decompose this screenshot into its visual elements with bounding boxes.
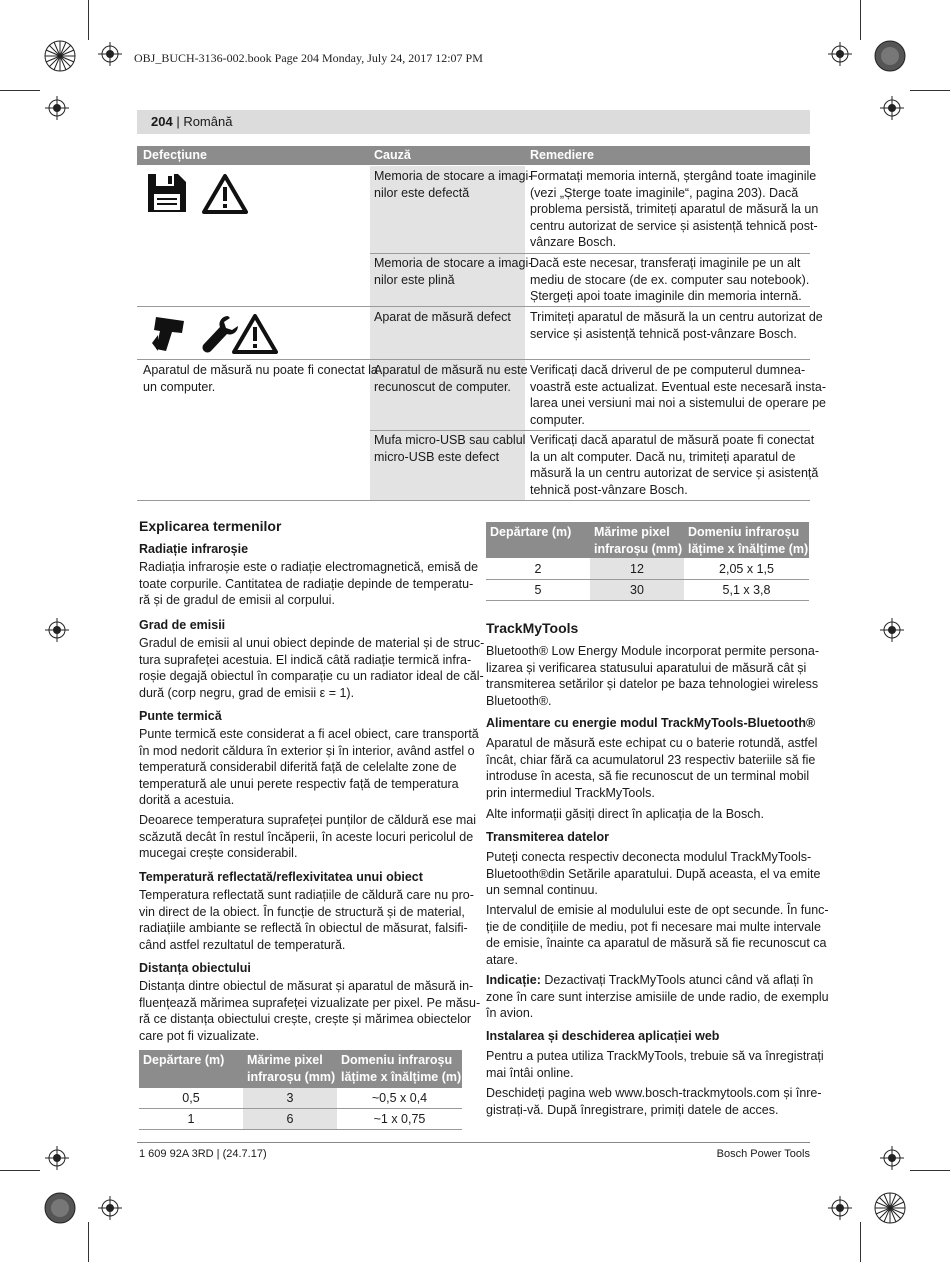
- crosshair-mark-icon: [880, 618, 904, 642]
- table-cell: 30: [630, 583, 644, 597]
- note-text: Dezactivați TrackMyTools atunci când vă aflați în zone în care sunt interzise amisiile de unde radio, de exemplu în avion.: [486, 973, 829, 1020]
- paragraph: Temperatura reflectată sunt radiațiile de căldură care nu pro- vin direct de la obiect. În funcție de structură și de material, radiațiile ambiante se reflectă în obiectul de măsurat, falsifi- când astfel rezultatul de temperatură.: [139, 888, 474, 952]
- row-divider: [370, 430, 810, 431]
- column-header-cause: Cauză: [374, 148, 411, 162]
- paragraph: Puteți conecta respectiv deconecta modulul TrackMyTools- Bluetooth®din Setările aparatului. După aceasta, el va emite un semnal continuu.: [486, 850, 821, 897]
- crosshair-mark-icon: [98, 42, 122, 66]
- registration-target-icon: [874, 1192, 906, 1224]
- footer-rule: [137, 1142, 810, 1143]
- table-cell: 2,05 x 1,5: [719, 562, 774, 576]
- row-divider: [139, 1129, 462, 1130]
- remedy-cell: Trimiteți aparatul de măsură la un centru autorizat de service și asistență tehnică post-vânzare Bosch.: [530, 310, 823, 341]
- column-header-defect: Defecțiune: [143, 148, 207, 162]
- note-paragraph: [486, 972, 829, 1022]
- paragraph: Pentru a putea utiliza TrackMyTools, trebuie să va înregistrați mai întâi online.: [486, 1049, 824, 1080]
- column-header-remedy: Remediere: [530, 148, 594, 162]
- table-cell: 12: [630, 562, 644, 576]
- note-label: Indicație:: [486, 973, 541, 987]
- distance-table: [139, 1050, 462, 1130]
- section-title: Explicarea termenilor: [139, 518, 282, 534]
- paragraph: Distanța dintre obiectul de măsurat și aparatul de măsură in- fluențează mărimea suprafeței vizualizate per pixel. Pe măsu- ră ce distanța obiectului crește, crește și mărimea obiectelor care pot fi vizualizate.: [139, 979, 481, 1043]
- crop-mark: [0, 1170, 40, 1171]
- crosshair-mark-icon: [880, 96, 904, 120]
- crop-mark: [88, 0, 89, 40]
- header-distance: Depărtare (m): [490, 525, 572, 539]
- header-pixel-size: Mărime pixel: [247, 1053, 323, 1067]
- crop-mark: [0, 90, 40, 91]
- registration-disc-icon: [874, 40, 906, 72]
- cause-cell: Memoria de stocare a imagi- nilor este defectă: [374, 169, 533, 200]
- table-cell: ~0,5 x 0,4: [371, 1091, 428, 1105]
- header-ir-range-unit: lățime x înălțime (m): [688, 542, 809, 556]
- crosshair-mark-icon: [45, 96, 69, 120]
- table-cell: 5: [534, 583, 542, 597]
- table-header: [139, 1050, 462, 1088]
- table-cell: 1: [187, 1112, 195, 1126]
- crop-mark: [88, 1222, 89, 1262]
- header-pixel-size-unit: infraroșu (mm): [247, 1070, 336, 1084]
- paragraph: Alte informații găsiți direct în aplicația de la Bosch.: [486, 807, 764, 821]
- paragraph: Intervalul de emisie al modulului este de opt secunde. În func- ție de condițiile de mediu, pot fi necesare mai multe intervale de emisie, înainte ca aparatul de măsură să fie recunoscut ca atare.: [486, 903, 829, 967]
- page-header: [137, 110, 810, 134]
- footer-right: Bosch Power Tools: [716, 1148, 810, 1160]
- crosshair-mark-icon: [45, 1146, 69, 1170]
- warning-triangle-icon: [232, 314, 278, 354]
- paragraph: Radiația infraroșie este o radiație electromagnetică, emisă de toate corpurile. Cantitatea de radiație depinde de temperatu- ră și de gradul de emisii al corpului.: [139, 560, 479, 607]
- subsection-title: Grad de emisii: [139, 618, 226, 632]
- cause-cell: Memoria de stocare a imagi- nilor este plină: [374, 256, 533, 287]
- subsection-title: Instalarea și deschiderea aplicației web: [486, 1029, 720, 1043]
- crosshair-mark-icon: [880, 1146, 904, 1170]
- remedy-cell: Verificați dacă aparatul de măsură poate fi conectat la un alt computer. Dacă nu, trimiteți aparatul de măsură la un centru autorizat de service și asistență tehnică post-vânzare Bosch.: [530, 433, 819, 497]
- paragraph: Gradul de emisii al unui obiect depinde de material și de struc- tura suprafeței acestuia. El indică câtă radiație termică infra- roșie degajă obiectul în comparație cu un radiator ideal de căl- dură (corp negru, grad de emisii ε = 1).: [139, 636, 485, 700]
- paragraph: Aparatul de măsură este echipat cu o baterie rotundă, astfel încât, chiar fără ca acumulatorul 23 respectiv bateriile să fie introduse în acesta, să fie recunoscut de un terminal mobil prin intermediul TrackMyTools.: [486, 736, 818, 800]
- section-title: TrackMyTools: [486, 620, 579, 636]
- registration-disc-icon: [44, 1192, 76, 1224]
- row-divider: [486, 579, 809, 580]
- page-number: 204: [151, 114, 173, 129]
- crosshair-mark-icon: [98, 1196, 122, 1220]
- header-ir-range-unit: lățime x înălțime (m): [341, 1070, 462, 1084]
- row-divider: [139, 1108, 462, 1109]
- crop-mark: [910, 1170, 950, 1171]
- table-bottom-rule: [137, 500, 810, 501]
- subsection-title: Distanța obiectului: [139, 961, 251, 975]
- table-cell: 6: [286, 1112, 294, 1126]
- row-divider: [486, 600, 809, 601]
- table-cell: 3: [286, 1091, 294, 1105]
- remedy-cell: Verificați dacă driverul de pe computerul dumnea- voastră este actualizat. Eventual este necesară insta- larea unei versiuni mai noi a sistemului de operare pe computer.: [530, 363, 826, 427]
- header-pixel-size: Mărime pixel: [594, 525, 670, 539]
- cause-cell: Mufa micro-USB sau cablul micro-USB este defect: [374, 433, 526, 464]
- defect-cell: Aparatul de măsură nu poate fi conectat la un computer.: [143, 363, 378, 394]
- footer-left: 1 609 92A 3RD | (24.7.17): [139, 1148, 267, 1160]
- crosshair-mark-icon: [45, 618, 69, 642]
- subsection-title: Transmiterea datelor: [486, 830, 609, 844]
- registration-target-icon: [44, 40, 76, 72]
- remedy-cell: Dacă este necesar, transferați imaginile pe un alt mediu de stocare (de ex. computer sau notebook). Ștergeți apoi toate imaginile din memoria internă.: [530, 256, 810, 303]
- subsection-title: Radiație infraroșie: [139, 542, 249, 556]
- cause-cell: Aparat de măsură defect: [374, 310, 511, 324]
- warning-triangle-icon: [202, 174, 248, 214]
- table-cell: 5,1 x 3,8: [722, 583, 771, 597]
- paragraph: Deschideți pagina web www.bosch-trackmytools.com și înre- gistrați-vă. După înregistrare, primiți datele de acces.: [486, 1086, 822, 1117]
- paragraph: Punte termică este considerat a fi acel obiect, care transportă în mod nedorit căldura în exterior și în interior, având astfel o temperatură considerabil diferită față de celelalte zone de temperatură ale unui perete respectiv față de temperatura dorită a acestuia.: [139, 727, 479, 807]
- table-cell: 0,5: [182, 1091, 200, 1105]
- paragraph: Deoarece temperatura suprafeței punților de căldură ese mai scăzută decât în restul încăperii, în aceste locuri pericolul de mucegai crește considerabil.: [139, 813, 476, 860]
- header-ir-range: Domeniu infraroșu: [688, 525, 800, 539]
- header-distance: Depărtare (m): [143, 1053, 225, 1067]
- header-ir-range: Domeniu infraroșu: [341, 1053, 453, 1067]
- remedy-cell: Formatați memoria internă, ștergând toate imaginile (vezi „Șterge toate imaginile“, pagina 203). Dacă problema persistă, trimiteți aparatul de măsură la un centru autorizat de service și asistență tehnică post- vânzare Bosch.: [530, 169, 819, 249]
- paragraph: Bluetooth® Low Energy Module incorporat permite persona- lizarea și verificarea statusului aparatului de măsură cât și transmiterea setărilor și datelor pe baza tehnologiei wireless Bluetooth®.: [486, 644, 820, 708]
- cause-cell: Aparatul de măsură nu este recunoscut de computer.: [374, 363, 528, 394]
- row-divider: [370, 253, 810, 254]
- distance-table: [486, 522, 809, 602]
- table-header: [486, 522, 809, 558]
- row-divider: [137, 306, 810, 307]
- troubleshooting-table-header: [137, 146, 810, 165]
- page-language: | Română: [176, 114, 233, 129]
- thermometer-gun-icon: [150, 313, 188, 353]
- table-cell: 2: [534, 562, 542, 576]
- crop-mark: [860, 0, 861, 40]
- floppy-disk-icon: [146, 172, 188, 214]
- row-divider: [137, 359, 810, 360]
- crosshair-mark-icon: [828, 1196, 852, 1220]
- table-cell: ~1 x 0,75: [373, 1112, 426, 1126]
- header-pixel-size-unit: infraroșu (mm): [594, 542, 683, 556]
- crop-mark: [860, 1222, 861, 1262]
- subsection-title: Alimentare cu energie modul TrackMyTools-Bluetooth®: [486, 716, 816, 730]
- print-slug: OBJ_BUCH-3136-002.book Page 204 Monday, July 24, 2017 12:07 PM: [134, 51, 483, 65]
- subsection-title: Punte termică: [139, 709, 222, 723]
- crosshair-mark-icon: [828, 42, 852, 66]
- subsection-title: Temperatură reflectată/reflexivitatea unui obiect: [139, 870, 423, 884]
- crop-mark: [910, 90, 950, 91]
